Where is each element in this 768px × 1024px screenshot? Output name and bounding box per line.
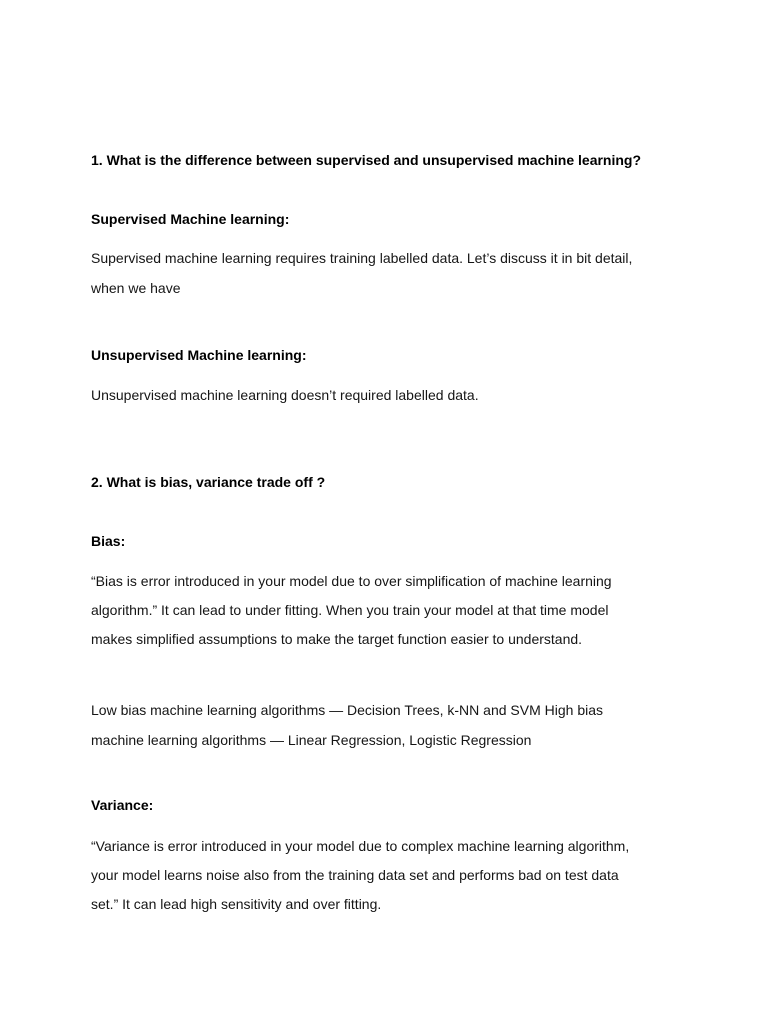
algorithms-text-line-2: machine learning algorithms — Linear Regression, Logistic Regression bbox=[91, 732, 532, 748]
variance-text-line-1: “Variance is error introduced in your model due to complex machine learning algorithm, bbox=[91, 838, 630, 854]
bias-heading: Bias: bbox=[91, 533, 126, 549]
algorithms-text-line-1: Low bias machine learning algorithms — Decision Trees, k-NN and SVM High bias bbox=[91, 702, 603, 718]
variance-text-line-2: your model learns noise also from the training data set and performs bad on test data bbox=[91, 867, 619, 883]
bias-text-line-2: algorithm.” It can lead to under fitting. When you train your model at that time model bbox=[91, 602, 609, 618]
supervised-text-line-2: when we have bbox=[91, 280, 181, 296]
unsupervised-text: Unsupervised machine learning doesn’t required labelled data. bbox=[91, 387, 479, 403]
variance-text-line-3: set.” It can lead high sensitivity and over fitting. bbox=[91, 896, 382, 912]
supervised-heading: Supervised Machine learning: bbox=[91, 211, 290, 227]
bias-text-line-3: makes simplified assumptions to make the target function easier to understand. bbox=[91, 631, 583, 647]
question-2-title: 2. What is bias, variance trade off ? bbox=[91, 474, 326, 490]
variance-heading: Variance: bbox=[91, 797, 154, 813]
supervised-text-line-1: Supervised machine learning requires training labelled data. Let’s discuss it in bit detail, bbox=[91, 250, 633, 266]
bias-text-line-1: “Bias is error introduced in your model due to over simplification of machine learning bbox=[91, 573, 612, 589]
question-1-title: 1. What is the difference between supervised and unsupervised machine learning? bbox=[91, 152, 642, 168]
unsupervised-heading: Unsupervised Machine learning: bbox=[91, 347, 307, 363]
